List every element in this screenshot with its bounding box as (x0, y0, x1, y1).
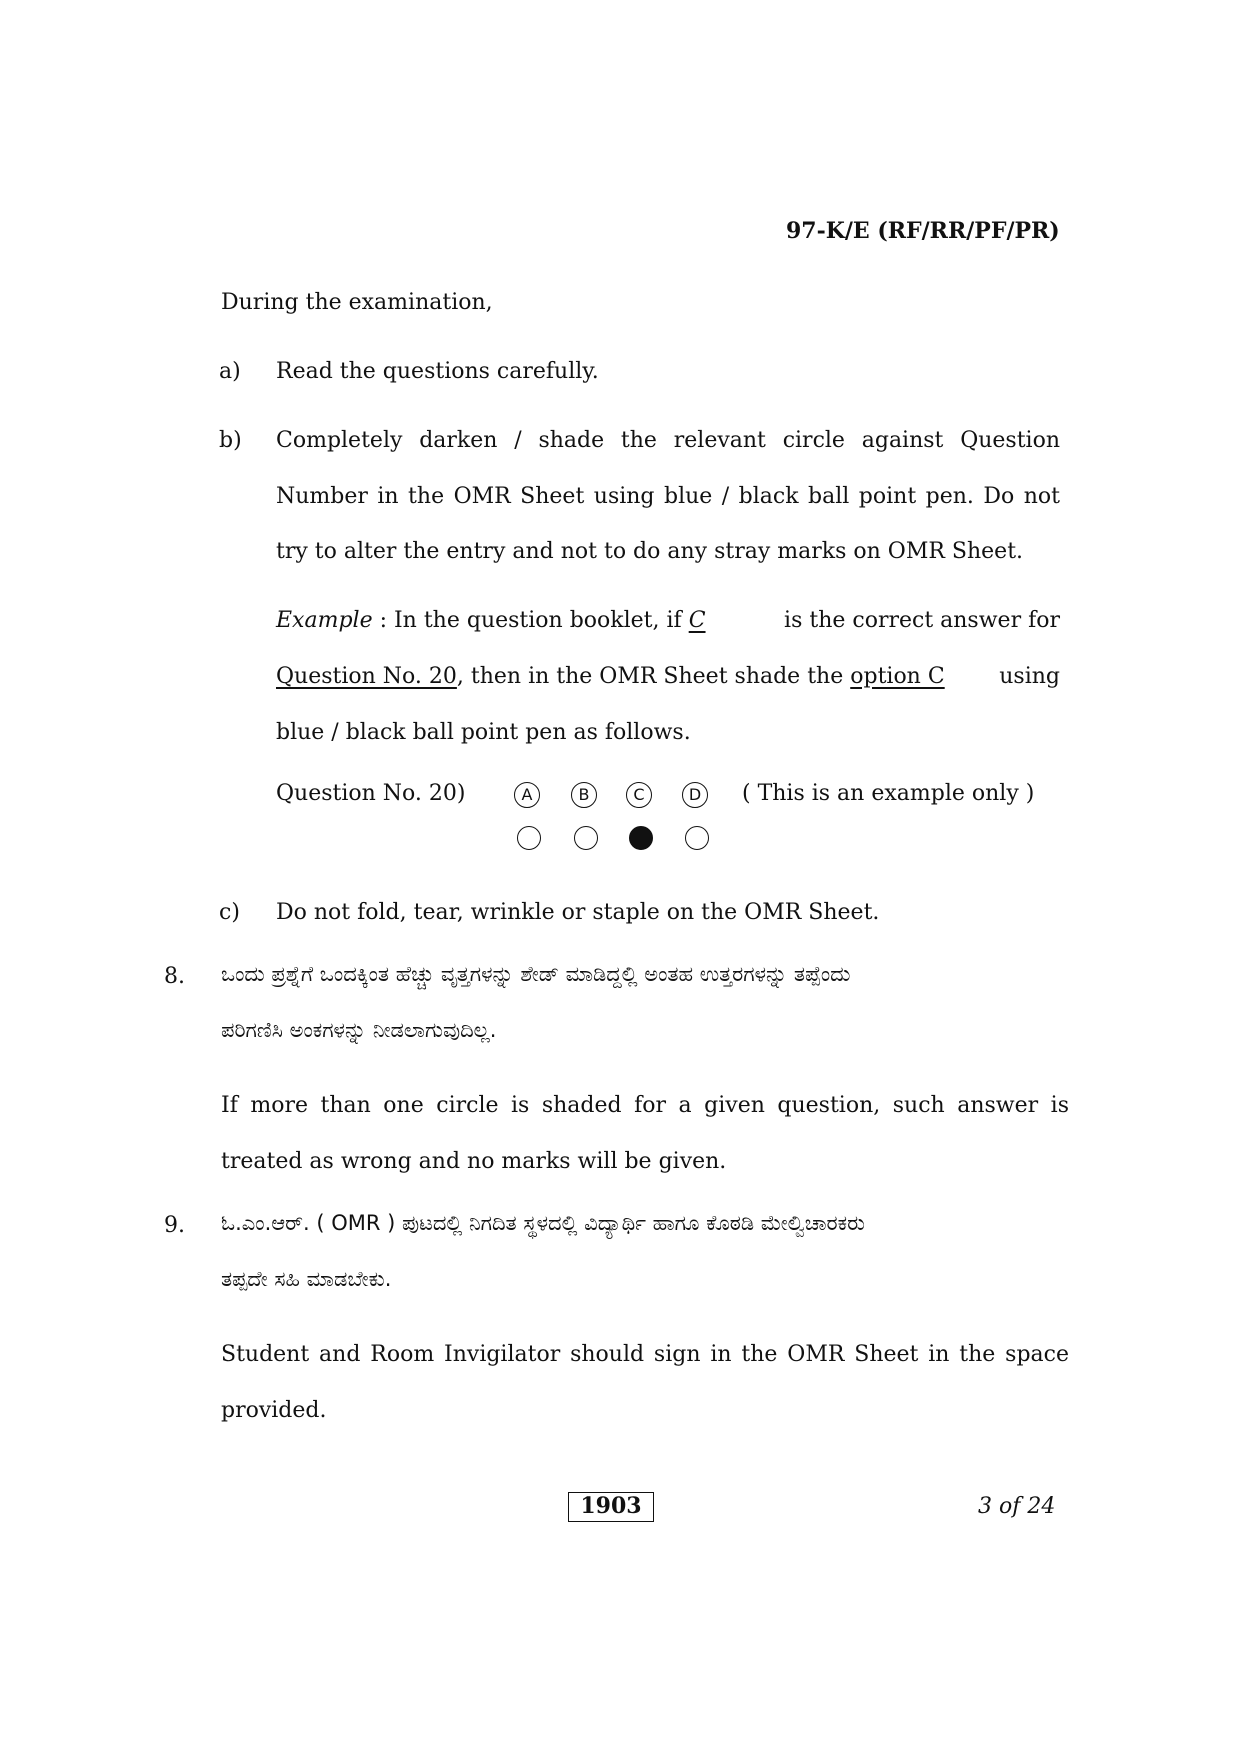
option-a-bubble (517, 826, 541, 850)
example-text-1: : In the question booklet, if (372, 608, 682, 633)
item-b-line-1: Completely darken / shade the relevant circle against Question (276, 428, 1060, 453)
page-number: 3 of 24 (978, 1494, 1056, 1519)
option-b-letter: B (571, 782, 597, 808)
example-text-4: using (999, 664, 1060, 689)
option-c-letter: C (626, 782, 652, 808)
example-option-ref: option C (850, 664, 945, 689)
item-b-line-3: try to alter the entry and not to do any stray marks on OMR Sheet. (276, 539, 1024, 564)
example-line-2 (276, 664, 1060, 689)
example-label: Example (276, 608, 373, 633)
example-question-ref: Question No. 20 (276, 664, 457, 689)
example-text-2: is the correct answer for (784, 608, 1060, 633)
item-8-kannada-line-1: ಒಂದು ಪ್ರಶ್ನೆಗೆ ಒಂದಕ್ಕಿಂತ ಹೆಚ್ಚು ವೃತ್ತಗಳನ್ನು ಶೇಡ್ ಮಾಡಿದ್ದಲ್ಲಿ ಅಂತಹ ಉತ್ತರಗಳನ್ನು ತಪ್ಪೆಂದು (221, 962, 851, 986)
item-8-number: 8. (164, 964, 185, 989)
example-note: ( This is an example only ) (742, 781, 1035, 806)
intro-text: During the examination, (221, 290, 493, 315)
item-9-kannada-line-1: ಓ.ಎಂ.ಆರ್. ( OMR ) ಪುಟದಲ್ಲಿ ನಿಗದಿತ ಸ್ಥಳದಲ್ಲಿ ವಿದ್ಯಾರ್ಥಿ ಹಾಗೂ ಕೊಠಡಿ ಮೇಲ್ವಿಚಾರಕರು (221, 1211, 865, 1235)
option-a-letter: A (514, 782, 540, 808)
option-c-bubble-filled (629, 826, 653, 850)
item-9-kannada-line-2: ತಪ್ಪದೇ ಸಹಿ ಮಾಡಬೇಕು. (221, 1267, 392, 1291)
paper-code: 97-K/E (RF/RR/PF/PR) (786, 218, 1060, 244)
item-c-text: Do not fold, tear, wrinkle or staple on the OMR Sheet. (276, 900, 880, 925)
item-a-marker: a) (219, 359, 241, 384)
item-c-marker: c) (219, 900, 240, 925)
item-9-number: 9. (164, 1213, 185, 1238)
example-line-1 (276, 608, 1060, 633)
option-d-bubble (685, 826, 709, 850)
item-8-english-line-1: If more than one circle is shaded for a given question, such answer is (221, 1093, 1069, 1118)
option-b-bubble (574, 826, 598, 850)
item-b-marker: b) (219, 428, 242, 453)
example-question-label: Question No. 20) (276, 781, 466, 806)
item-8-english-line-2: treated as wrong and no marks will be given. (221, 1149, 727, 1174)
item-9-english-line-1: Student and Room Invigilator should sign in the OMR Sheet in the space (221, 1342, 1069, 1367)
example-line-3: blue / black ball point pen as follows. (276, 720, 691, 745)
item-8-kannada-line-2: ಪರಿಗಣಿಸಿ ಅಂಕಗಳನ್ನು ನೀಡಲಾಗುವುದಿಲ್ಲ. (221, 1018, 497, 1042)
example-text-3: , then in the OMR Sheet shade the (456, 664, 844, 689)
item-9-english-line-2: provided. (221, 1398, 327, 1423)
option-d-letter: D (682, 782, 708, 808)
item-b-line-2: Number in the OMR Sheet using blue / black ball point pen. Do not (276, 484, 1060, 509)
example-answer: C (688, 608, 706, 633)
item-a-text: Read the questions carefully. (276, 359, 599, 384)
booklet-number-box: 1903 (568, 1492, 654, 1522)
